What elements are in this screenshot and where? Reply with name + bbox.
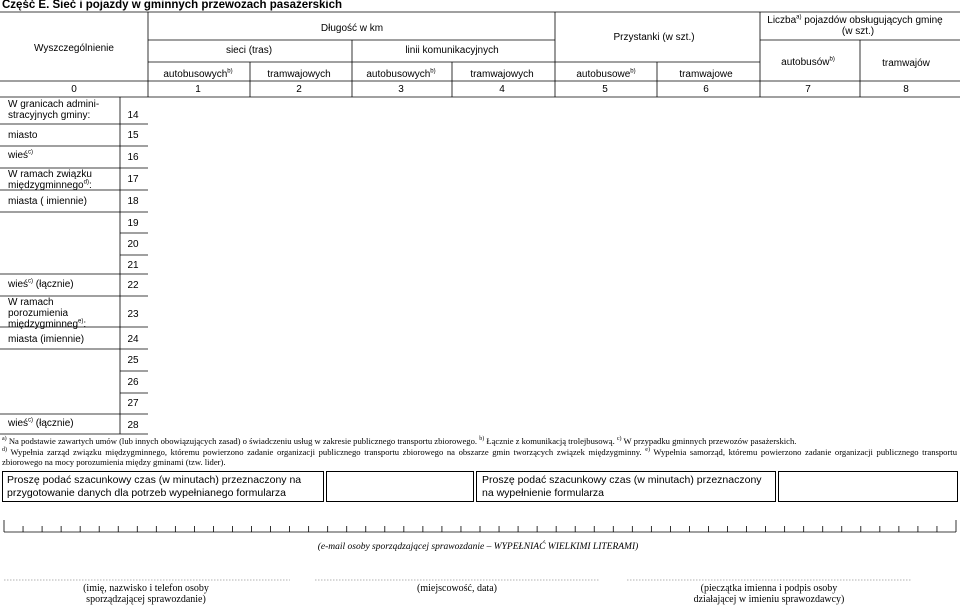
time-prep-label: Proszę podać szacunkowy czas (w minutach) przeznaczony na przygotowanie danych dla potrzeb wypełnianego formularza — [7, 474, 302, 499]
header-col1: autobusowych$^{b)}$ — [163, 68, 233, 80]
header-przystanki: Przystanki (w szt.) — [613, 32, 695, 43]
time-fill-label: Proszę podać szacunkowy czas (w minutach) przeznaczony na wypełnienie formularza — [482, 474, 762, 499]
header-dlugosc: Długość w km — [320, 23, 384, 34]
col-number: 0 — [71, 84, 77, 95]
time-fill-input[interactable] — [778, 471, 958, 502]
row-number: 20 — [127, 239, 139, 250]
header-col4: tramwajowych — [470, 69, 534, 80]
row-label: miasto — [8, 130, 38, 141]
row-label: W ramach porozumienia międzygminneg$^{e)}$: — [8, 297, 87, 330]
row-number: 21 — [127, 260, 139, 271]
email-caption: (e-mail osoby sporządzającej sprawozdanie – WYPEŁNIAĆ WIELKIMI LITERAMI) — [317, 542, 639, 552]
header-col3: autobusowych$^{b)}$ — [366, 68, 436, 80]
row-number: 17 — [127, 174, 139, 185]
row-number: 14 — [127, 110, 139, 121]
row-number: 23 — [127, 309, 139, 320]
col-number: 7 — [805, 84, 811, 95]
col-number: 4 — [499, 84, 505, 95]
header-col6: tramwajowe — [679, 69, 733, 80]
header-sieci: sieci (tras) — [225, 45, 273, 56]
row-label: wieś$^{c)}$ — [8, 149, 34, 161]
row-number: 28 — [127, 420, 139, 431]
row-number: 26 — [127, 377, 139, 388]
place-date-caption: (miejscowość, data) — [417, 583, 497, 594]
footnote-block-1: $^{a)}$ Na podstawie zawartych umów (lub innych obowiązujących zasad) o świadczeniu usług w zakresie publicznego transportu zbiorowego. $^{b)}$ Łącznie z komunikacją trolejbusową. $^{c)}$ W przypadku gminnych przewozów pasażerskich. $^{d)}$ Wypełnia zarząd związku międzygminnego, któremu powierzono zadanie organizacji publicznego transportu zbiorowego na obszarze gmin tworzących związek międzygminny. $^{e)}$ Wypełnia samorząd, któremu powierzono zadanie organizacji publicznego transportu zbiorowego na mocy porozumienia między gminami (tzw. lider). — [2, 436, 957, 467]
col-number: 6 — [703, 84, 709, 95]
header-col5: autobusowe$^{b)}$ — [576, 68, 636, 80]
header-liczba-pojazdow: Liczba$^{a)}$ pojazdów obsługujących gminę — [767, 14, 943, 26]
row-number: 22 — [127, 280, 139, 291]
header-wyszczegolnienie: Wyszczególnienie — [34, 43, 114, 54]
person-caption-1: (imię, nazwisko i telefon osoby — [83, 583, 209, 594]
row-label: W granicach admini-stracyjnych gminy: — [8, 99, 100, 121]
row-label: W ramach związku międzygminnego$^{d)}$: — [8, 169, 92, 191]
time-prep-input[interactable] — [326, 471, 474, 502]
col-number: 8 — [903, 84, 909, 95]
row-number: 18 — [127, 196, 139, 207]
row-number: 15 — [127, 130, 139, 141]
row-number: 19 — [127, 218, 139, 229]
header-w-szt: (w szt.) — [841, 26, 875, 37]
row-number: 24 — [127, 334, 139, 345]
row-number: 25 — [127, 355, 139, 366]
stamp-caption-2: działającej w imieniu sprawozdawcy) — [693, 594, 845, 605]
header-col7: autobusów$^{b)}$ — [781, 56, 835, 68]
header-col8: tramwajów — [882, 58, 930, 69]
row-label: wieś$^{c)}$ (łącznie) — [8, 417, 74, 429]
col-number: 2 — [296, 84, 302, 95]
row-label: miasta ( imiennie) — [8, 196, 87, 207]
row-label: wieś$^{c)}$ (łącznie) — [8, 278, 74, 290]
header-col2: tramwajowych — [267, 69, 331, 80]
row-number: 27 — [127, 398, 139, 409]
col-number: 5 — [602, 84, 608, 95]
row-number: 16 — [127, 152, 139, 163]
col-number: 1 — [195, 84, 201, 95]
header-linii: linii komunikacyjnych — [405, 45, 499, 56]
person-caption-2: sporządzającej sprawozdanie) — [86, 594, 206, 605]
page-title: Część E. Sieć i pojazdy w gminnych przewozach pasażerskich — [2, 0, 343, 11]
stamp-caption-1: (pieczątka imienna i podpis osoby — [700, 583, 838, 594]
row-label: miasta (imiennie) — [8, 334, 85, 345]
col-number: 3 — [398, 84, 404, 95]
